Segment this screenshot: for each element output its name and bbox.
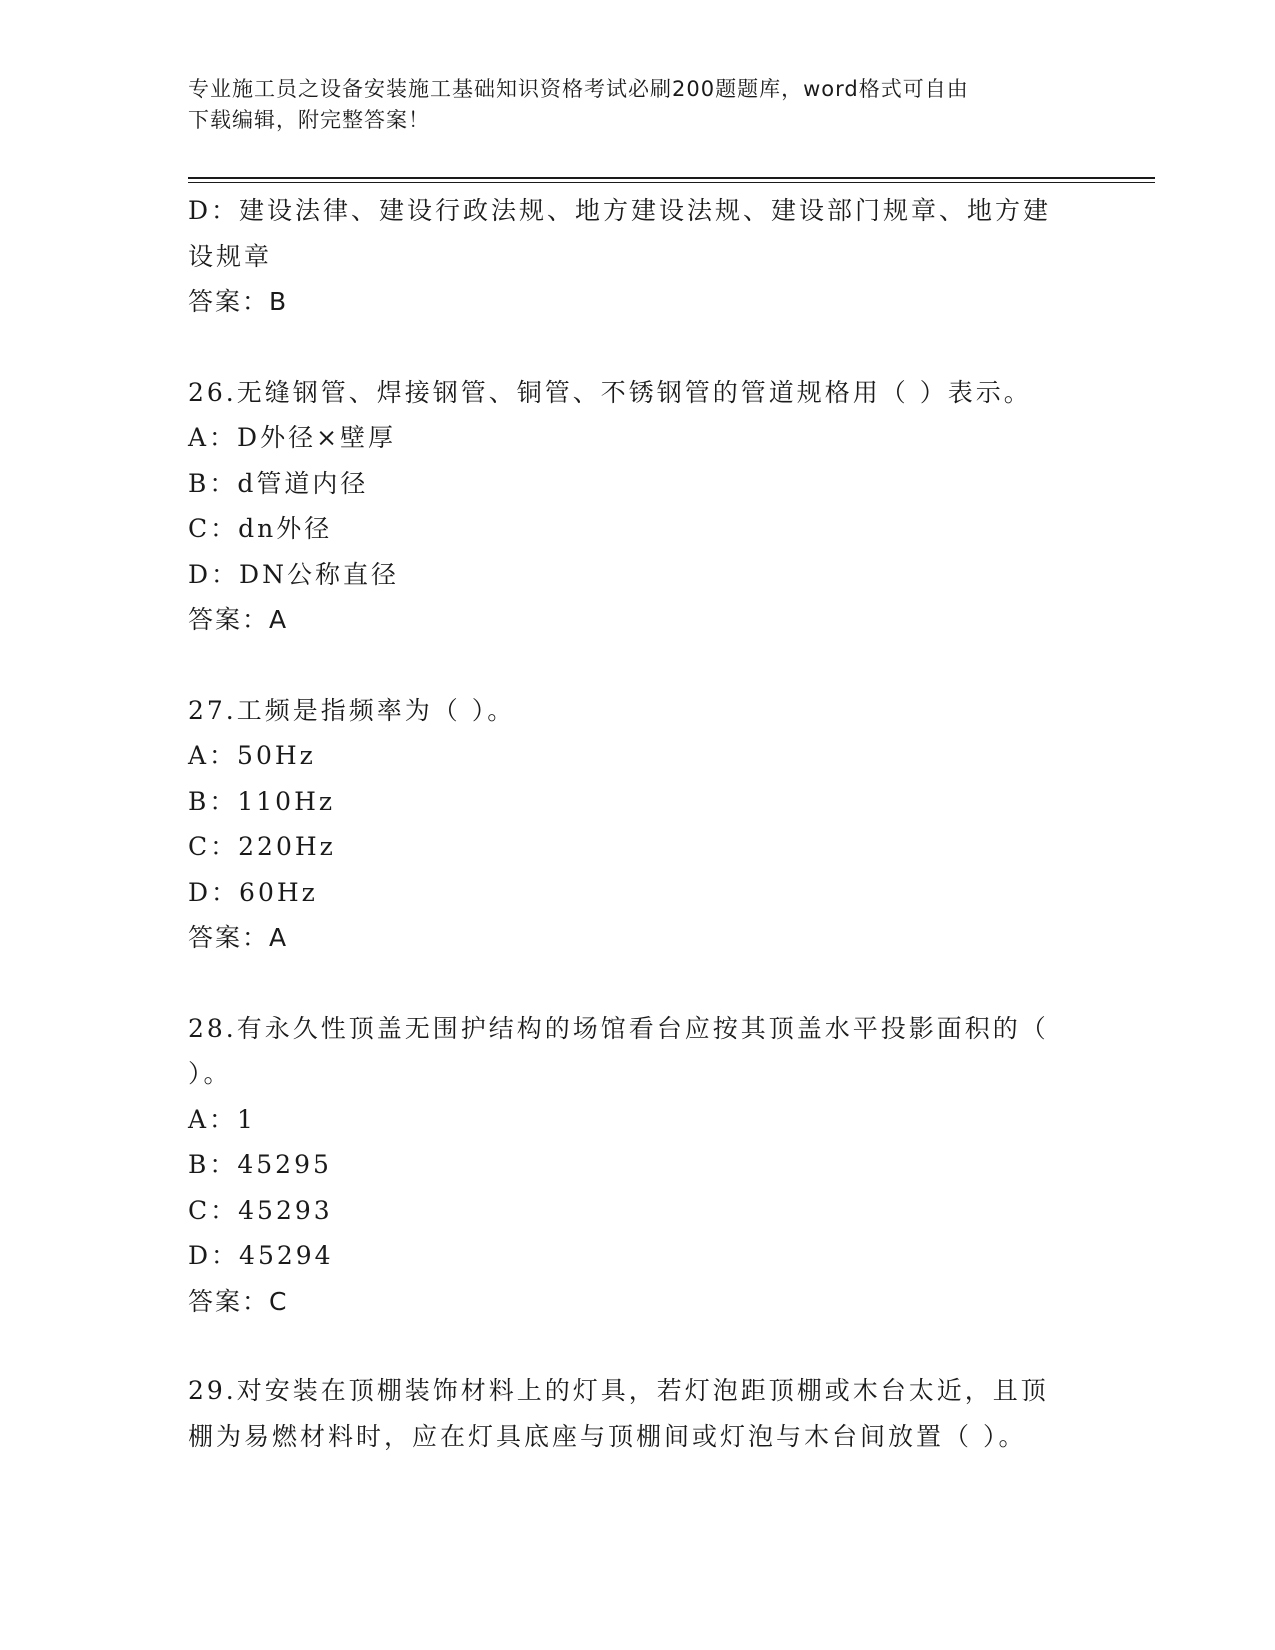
option-b: B：45295 xyxy=(188,1150,332,1179)
option-d: D：45294 xyxy=(188,1241,334,1270)
option-b: B：d管道内径 xyxy=(188,468,369,498)
option-d: D：DN公称直径 xyxy=(188,559,399,589)
question-text: 27.工频是指频率为（ ）。 xyxy=(188,695,516,725)
question-text: 26.无缝钢管、焊接钢管、铜管、不锈钢管的管道规格用（ ）表示。 xyxy=(188,377,1032,407)
answer: 答案：C xyxy=(188,1286,289,1316)
answer: 答案：B xyxy=(188,287,289,316)
option-d-line-1: D：建设法律、建设行政法规、地方建设法规、建设部门规章、地方建 xyxy=(188,196,1052,225)
document-header xyxy=(188,74,1068,136)
question-list xyxy=(188,188,1078,1459)
header-title-line-2: 下载编辑，附完整答案！ xyxy=(188,108,430,132)
option-a: A：50Hz xyxy=(188,741,316,770)
option-c: C：220Hz xyxy=(188,832,336,861)
answer: 答案：A xyxy=(188,923,289,952)
question-27 xyxy=(188,688,1078,961)
question-29 xyxy=(188,1368,1078,1459)
header-divider-thick xyxy=(188,177,1155,179)
question-26 xyxy=(188,370,1078,643)
option-c: C：45293 xyxy=(188,1195,333,1225)
option-d: D：60Hz xyxy=(188,877,318,907)
question-28 xyxy=(188,1006,1078,1325)
answer: 答案：A xyxy=(188,605,289,634)
header-divider-thin xyxy=(188,182,1155,183)
question-text-line-1: 29.对安装在顶棚装饰材料上的灯具，若灯泡距顶棚或木台太近，且顶 xyxy=(188,1376,1049,1405)
question-25-tail xyxy=(188,188,1078,325)
option-a: A：D外径×壁厚 xyxy=(188,423,397,452)
option-a: A：1 xyxy=(188,1104,256,1134)
question-text-line-1: 28.有永久性顶盖无围护结构的场馆看台应按其顶盖水平投影面积的（ xyxy=(188,1013,1049,1043)
option-c: C：dn外径 xyxy=(188,514,333,543)
option-d-line-2: 设规章 xyxy=(188,241,273,271)
option-b: B：110Hz xyxy=(188,786,336,816)
question-text-line-2: ）。 xyxy=(188,1059,232,1088)
question-text-line-2: 棚为易燃材料时，应在灯具底座与顶棚间或灯泡与木台间放置（ ）。 xyxy=(188,1421,1027,1451)
header-title-line-1: 专业施工员之设备安装施工基础知识资格考试必刷200题题库，word格式可自由 xyxy=(188,77,969,101)
